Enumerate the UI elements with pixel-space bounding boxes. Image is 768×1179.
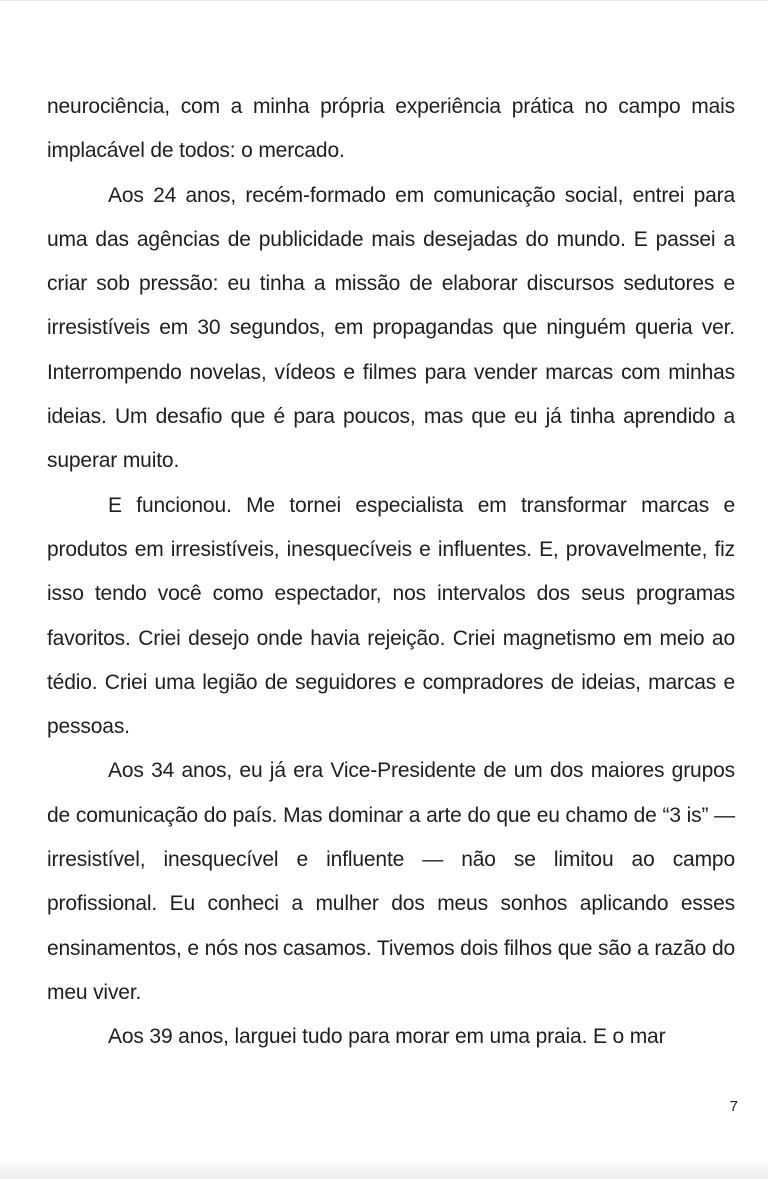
body-text: [47, 85, 735, 1060]
paragraph-34-anos: Aos 34 anos, eu já era Vice-Presidente de um dos maiores grupos de comunicação do país. Mas dominar a arte do que eu chamo de “3 is” — irresistível, inesquecível e influente — não se limitou ao campo profissional. Eu conheci a mulher dos meus sonhos aplicando esses ensinamentos, e nós nos casamos. Tivemos dois filhos que são a razão do meu viver.: [47, 759, 735, 1004]
paragraph-24-anos: Aos 24 anos, recém-formado em comunicação social, entrei para uma das agências de publicidade mais desejadas do mundo. E passei a criar sob pressão: eu tinha a missão de elaborar discursos sedutores e irresistíveis em 30 segundos, em propagandas que ninguém queria ver. Interrompendo novelas, vídeos e filmes para vender marcas com minhas ideias. Um desafio que é para poucos, mas que eu já tinha aprendido a superar muito.: [47, 183, 735, 473]
paragraph-39-anos: Aos 39 anos, larguei tudo para morar em uma praia. E o mar: [108, 1025, 666, 1049]
page-bottom-edge: [0, 1159, 768, 1179]
page-number: 7: [729, 1098, 738, 1115]
paragraph-funcionou: E funcionou. Me tornei especialista em transformar marcas e produtos em irresistíveis, inesquecíveis e influentes. E, provavelmente, fiz isso tendo você como espectador, nos intervalos dos seus programas favoritos. Criei desejo onde havia rejeição. Criei magnetismo em meio ao tédio. Criei uma legião de seguidores e compradores de ideias, marcas e pessoas.: [47, 493, 735, 739]
paragraph-continuation: neurociência, com a minha própria experiência prática no campo mais implacável de todos: o mercado.: [47, 95, 735, 163]
